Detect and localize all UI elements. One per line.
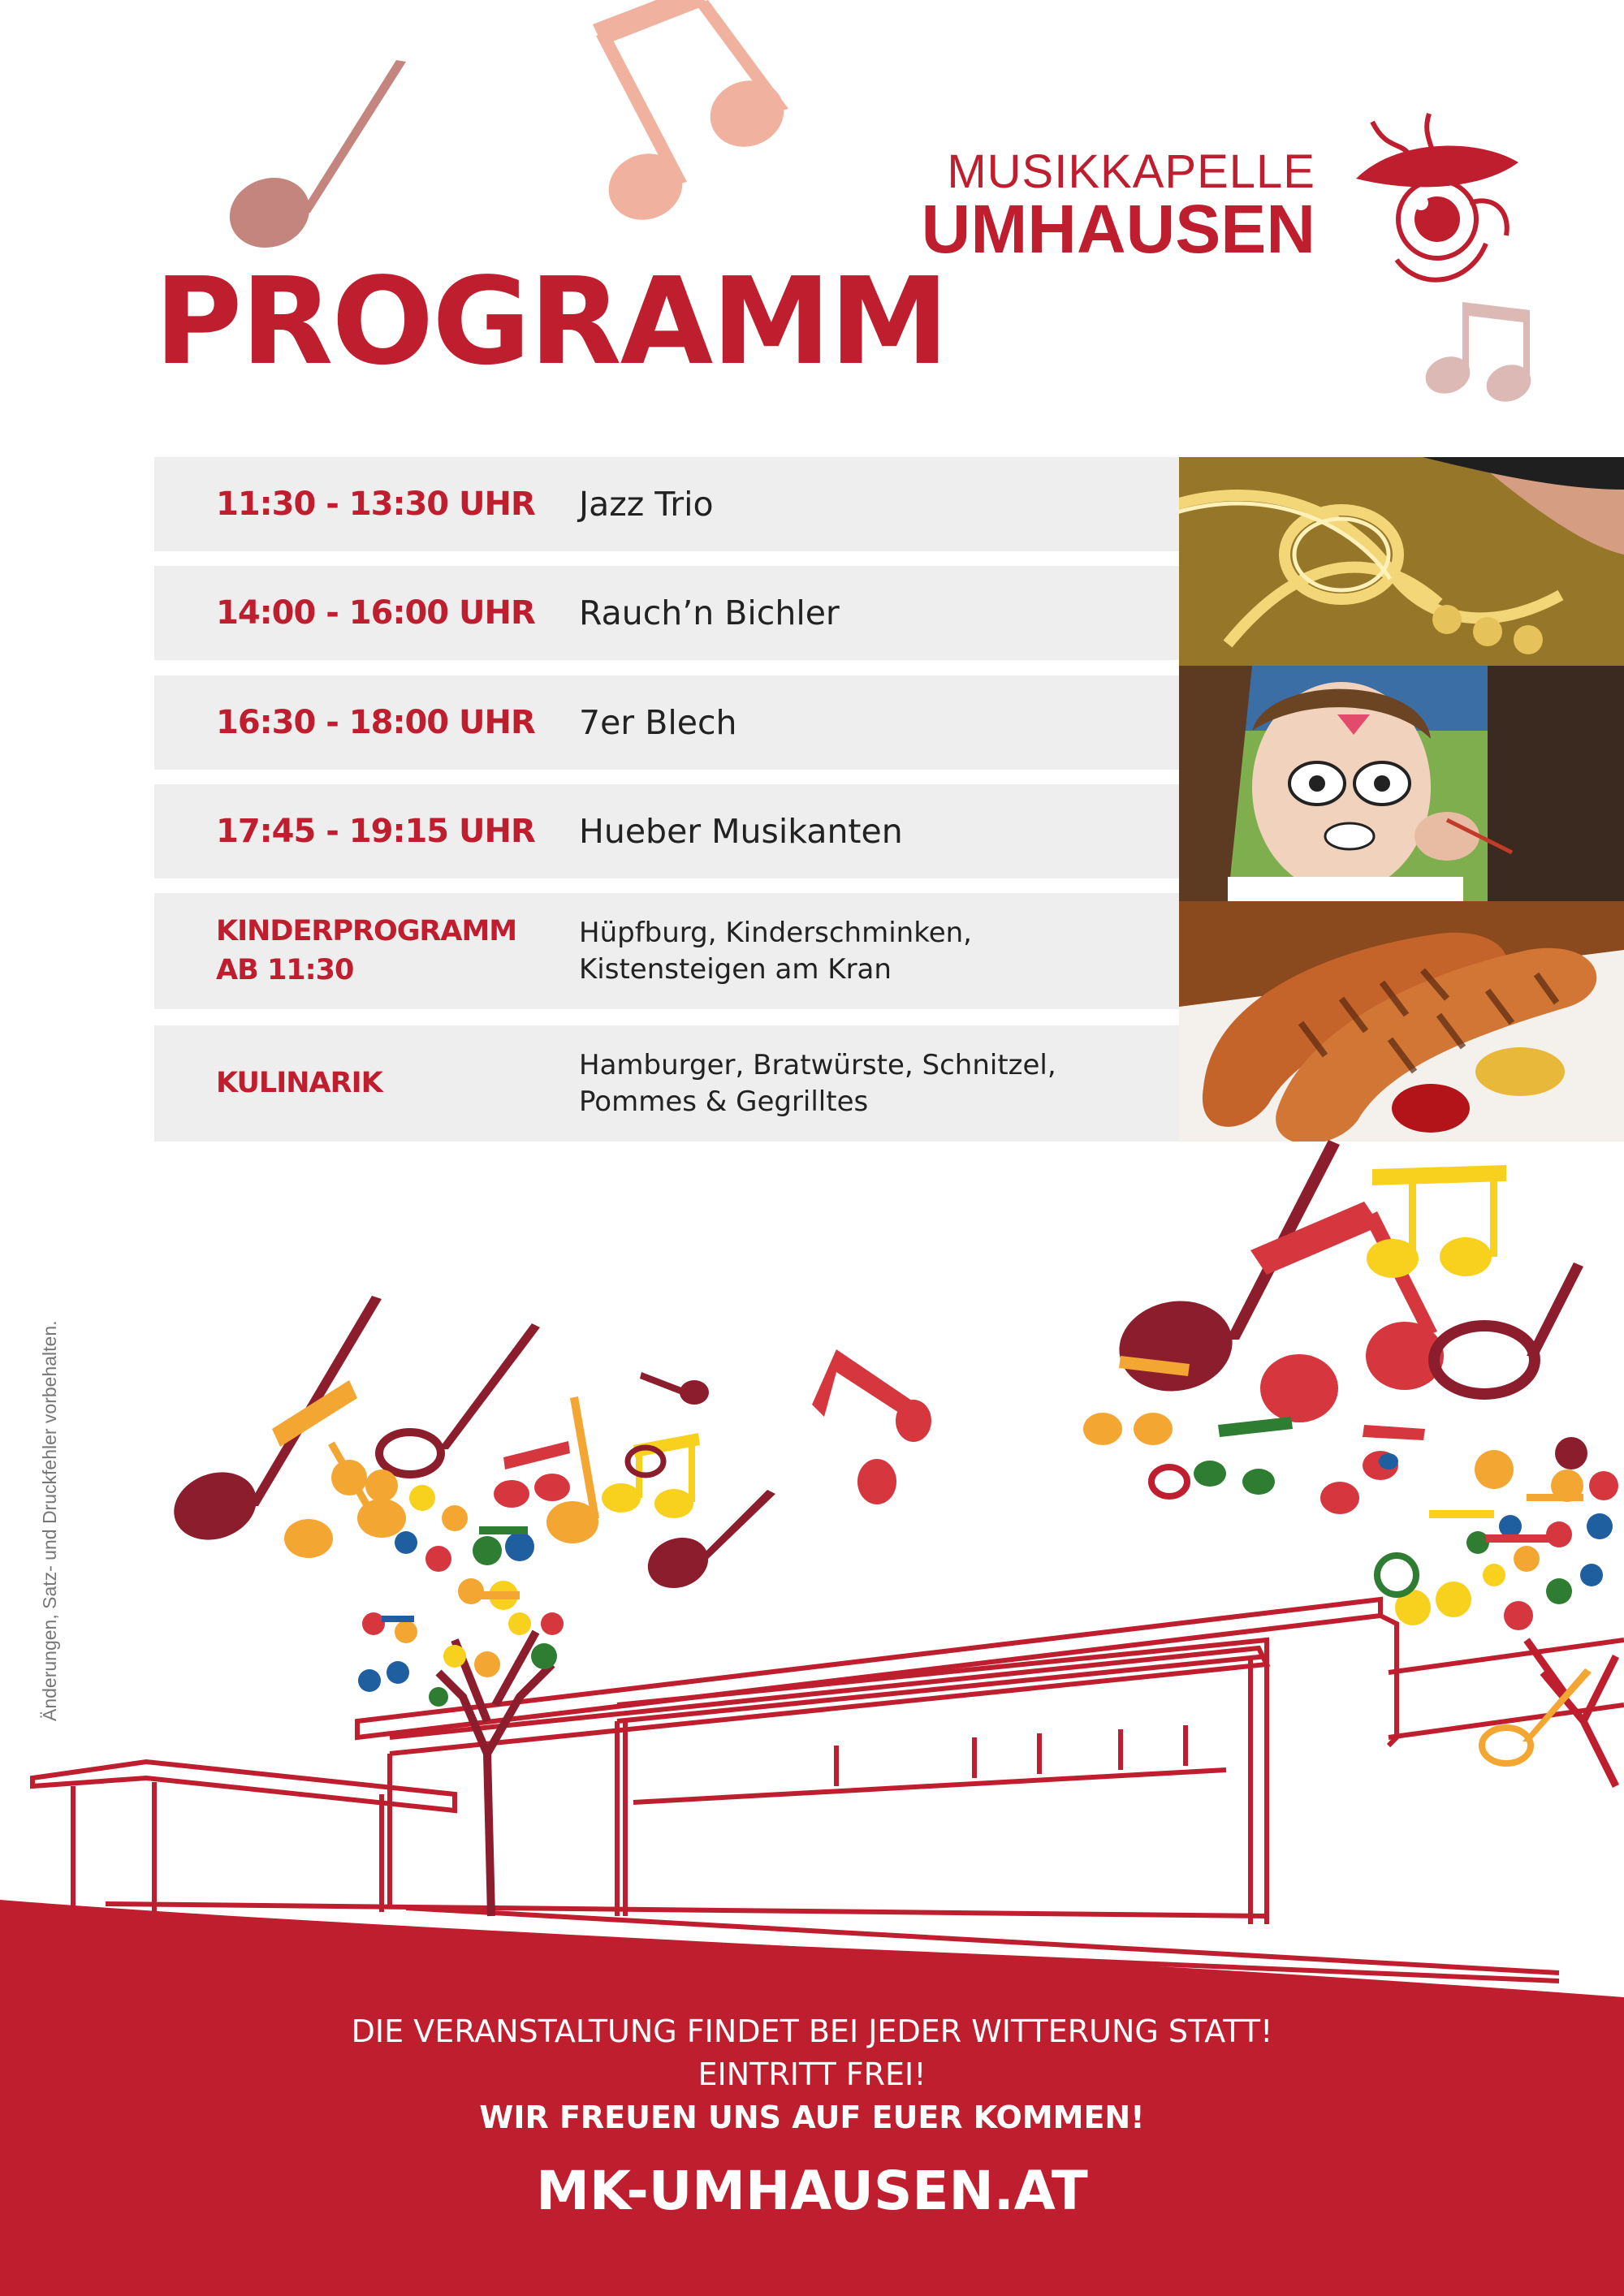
program-act: 7er Blech [579,703,737,742]
program-row [154,893,1179,1009]
program-act-line1: Hamburger, Bratwürste, Schnitzel, [579,1048,1056,1081]
brand-name-line2: UMHAUSEN [921,191,1315,267]
mascot-horn-logo [1324,106,1527,309]
small-beamed-notes-icon [1420,302,1536,408]
eighth-note-icon [220,60,406,259]
tree-left-icon [438,1632,552,1916]
program-time: 14:00 - 16:00 UHR [216,594,535,632]
program-row [154,784,1179,878]
program-act-line2: Kistensteigen am Kran [579,952,892,986]
program-act: Rauch’n Bichler [579,593,840,632]
program-act-line2: Pommes & Gegrilltes [579,1085,869,1118]
program-time-line2: AB 11:30 [216,953,354,986]
program-row [154,566,1179,660]
program-time: KULINARIK [216,1066,382,1099]
program-act-line1: Hüpfburg, Kinderschminken, [579,916,972,949]
brand-name-line1: MUSIKKAPELLE [947,145,1315,198]
footer-weather-note: DIE VERANSTALTUNG FINDET BEI JEDER WITTERUNG STATT! [351,2013,1273,2049]
program-row [154,675,1179,770]
footer-free-entry: EINTRITT FREI! [698,2056,926,2092]
footer-welcome: WIR FREUEN UNS AUF EUER KOMMEN! [479,2100,1145,2135]
footer-website-link[interactable]: MK-UMHAUSEN.AT [536,2160,1088,2222]
program-time: 11:30 - 13:30 UHR [216,486,535,523]
program-time-line1: KINDERPROGRAMM [216,915,517,948]
tuba-photo [1179,457,1624,666]
program-time: 17:45 - 19:15 UHR [216,813,535,850]
program-act: Hueber Musikanten [579,812,903,851]
disclaimer-note: Änderungen, Satz- und Druckfehler vorbehalten. [39,1320,60,1721]
beamed-notes-icon [593,0,793,230]
program-row [154,457,1179,551]
face-painting-photo [1179,666,1624,901]
program-act: Jazz Trio [579,485,714,524]
red-footer-band [0,1900,1624,2296]
program-act [579,893,1163,1009]
page-title: PROGRAMM [154,252,948,391]
program-row [154,1025,1179,1142]
program-time: 16:30 - 18:00 UHR [216,704,535,741]
program-act [579,1025,1163,1142]
program-time [216,893,516,1009]
bratwurst-photo [1179,901,1624,1142]
